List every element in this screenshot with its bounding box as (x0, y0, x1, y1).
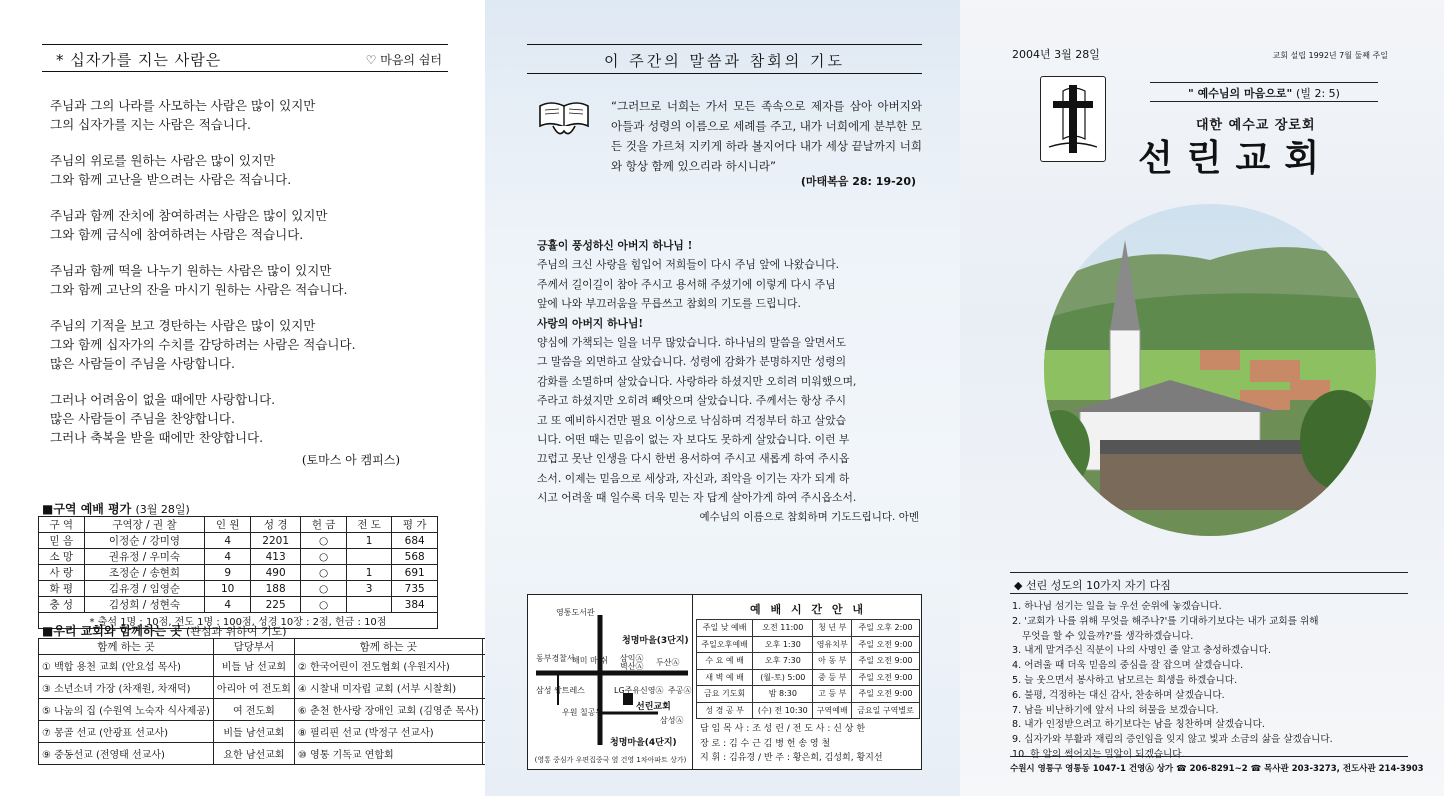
table-cell: ① 백합 용천 교회 (안요섭 목사) (39, 655, 214, 677)
table-cell: 490 (250, 565, 300, 581)
map-label: 신영Ⓐ (640, 686, 664, 695)
table-row (39, 549, 438, 565)
bible-hands-icon (537, 96, 591, 138)
table-cell: 691 (392, 565, 438, 581)
table-cell: ⑥ 춘천 한사랑 장애인 교회 (김영준 목사) (294, 699, 482, 721)
table-cell: 비들 남선교회 (213, 721, 294, 743)
rule-item: 6. 불평, 걱정하는 대신 감사, 찬송하며 살겠습니다. (1012, 689, 1225, 701)
schedule-table (696, 619, 920, 719)
rule-item: 9. 십자가와 부활과 재림의 증인임을 잊지 않고 빛과 소금의 삶을 살겠습니다. (1012, 734, 1333, 746)
rule-item: 4. 어려울 때 더욱 믿음의 중심을 잘 잡으며 살겠습니다. (1012, 660, 1244, 672)
schedule-title: 예 배 시 간 안 내 (750, 603, 866, 616)
table-header: 성 경 (250, 517, 300, 533)
table-cell: 사 랑 (39, 565, 85, 581)
poem-line: 그와 함께 십자가의 수치를 감당하려는 사람은 적습니다. (50, 337, 356, 352)
map-label: 주공Ⓐ (668, 686, 692, 695)
verse-reference: (마태복음 28: 19-20) (800, 175, 916, 188)
table-header: 평 가 (392, 517, 438, 533)
table-cell: 권유정 / 우미숙 (84, 549, 205, 565)
table-cell (346, 597, 392, 613)
location-map (528, 595, 693, 769)
denomination: 대한 예수교 장로회 (1196, 118, 1316, 133)
table-header: 구역장 / 권 찰 (84, 517, 205, 533)
prayer-line: 긍휼이 풍성하신 아버지 하나님 ! (537, 239, 693, 252)
prayer-line: 시고 어려울 때 일수록 더욱 믿는 자 답게 살아가게 하여 주시옵소서. (537, 491, 857, 505)
table-header: 함께 하는 곳 (39, 639, 214, 655)
staff-line: 담 임 목 사 : 조 성 린 / 전 도 사 : 신 상 한 (700, 724, 866, 734)
table-cell: 3 (346, 581, 392, 597)
table-cell: (월-토) 5:00 (753, 669, 813, 686)
table-cell: 중 등 부 (813, 669, 852, 686)
table-cell: 1 (346, 533, 392, 549)
mission-subtitle: (관심과 위하여 기도) (185, 625, 287, 638)
table-header-row (39, 517, 438, 533)
table-cell: ② 한국어린이 전도협회 (우원지사) (294, 655, 482, 677)
table-header: 구 역 (39, 517, 85, 533)
bulletin-date: 2004년 3월 28일 (1012, 48, 1100, 61)
table-cell: (수) 전 10:30 (753, 702, 813, 719)
table-row (39, 533, 438, 549)
table-header: 함께 하는 곳 (294, 639, 482, 655)
table-cell: 여 전도회 (213, 699, 294, 721)
table-cell: 주일오후예배 (697, 636, 753, 653)
map-label: 삼익Ⓐ (620, 654, 644, 663)
table-cell: 384 (392, 597, 438, 613)
table-cell: 225 (250, 597, 300, 613)
prayer-line: 주라고 하셨지만 오히려 빼앗으며 살았습니다. 주께서는 항상 주시 (537, 394, 847, 408)
table-cell: 고 등 부 (813, 686, 852, 703)
table-cell: 밤 8:30 (753, 686, 813, 703)
table-cell: 4 (205, 533, 251, 549)
table-cell: 주일 오후 2:00 (852, 620, 920, 637)
poem-line: 주님의 기적을 보고 경탄하는 사람은 많이 있지만 (50, 318, 316, 333)
verse-text: “그러므로 너희는 가서 모든 족속으로 제자를 삼아 아버지와 아들과 성령의 이름으로 세례를 주고, 내가 너희에게 분부한 모든 것을 가르쳐 지키게 하라 볼지어다 내가 세상 끝날까지 너희와 항상 함께 있으리라 하시니라” (611, 99, 922, 173)
poem-line: 그와 함께 금식에 참여하려는 사람은 적습니다. (50, 227, 304, 242)
table-cell: 조정순 / 송현희 (84, 565, 205, 581)
prayer-line: 고 또 예비하시건만 필요 이상으로 낙심하며 걱정부터 하고 살았습 (537, 413, 847, 427)
table-header: 헌 금 (301, 517, 347, 533)
poem-line: 그와 함께 고난을 받으려는 사람은 적습니다. (50, 172, 292, 187)
table-cell (346, 549, 392, 565)
map-label: 동부경찰서 (536, 654, 575, 663)
table-cell: 주일 오전 9:00 (852, 636, 920, 653)
table-row (697, 636, 920, 653)
eval-table (38, 516, 438, 629)
table-cell: 684 (392, 533, 438, 549)
prayer-line: 앞에 나와 부끄러움을 무릅쓰고 참회의 기도를 드립니다. (537, 297, 801, 311)
poem-line: 주님의 위로를 원하는 사람은 많이 있지만 (50, 153, 276, 168)
table-cell: 화 평 (39, 581, 85, 597)
map-label: 벽산Ⓐ (620, 662, 644, 671)
rule-item: 5. 늘 웃으면서 봉사하고 남모르는 희생을 하겠습니다. (1012, 674, 1238, 686)
table-header: 인 원 (205, 517, 251, 533)
prayer-line: 감화를 소멸하며 살았습니다. 사랑하라 하셨지만 오히려 미워했으며, (537, 374, 857, 388)
table-cell: 성 경 공 부 (697, 702, 753, 719)
poem-line: 주님과 함께 잔치에 참여하려는 사람은 많이 있지만 (50, 208, 328, 223)
establishment-note: 교회 설립 1992년 7월 둘째 주일 (1272, 51, 1388, 60)
table-cell: 오후 7:30 (753, 653, 813, 670)
poem-line: 많은 사람들이 주님을 찬양합니다. (50, 411, 235, 426)
table-cell: 735 (392, 581, 438, 597)
table-cell: 오전 11:00 (753, 620, 813, 637)
info-box (527, 594, 922, 770)
table-cell: 주일 오전 9:00 (852, 686, 920, 703)
rules-header: ◆ 선린 성도의 10가지 자기 다짐 (1010, 572, 1408, 594)
table-cell: ○ (301, 597, 347, 613)
eval-title: ■구역 예배 평가 (3월 28일) (42, 502, 190, 516)
staff-line: 지 휘 : 김유경 / 반 주 : 황은희, 김성희, 황지선 (700, 753, 883, 763)
table-cell: 4 (205, 549, 251, 565)
table-cell: ⑤ 나눔의 집 (수원역 노숙자 식사제공) (39, 699, 214, 721)
map-label: 해미 마 쉬 (572, 656, 608, 665)
church-name: 선린교회 (1138, 137, 1334, 179)
church-address: 수원시 영통구 영통동 1047-1 건영Ⓐ 상가 ☎ 206-8291~2 ☎ 목사관 203-3273, 전도사관 214-3903 (1010, 756, 1408, 774)
table-cell: ○ (301, 533, 347, 549)
table-cell: 김유경 / 임영순 (84, 581, 205, 597)
table-row (39, 597, 438, 613)
table-cell: ⑧ 필리핀 선교 (박정구 선교사) (294, 721, 482, 743)
prayer-line: 소서. 이제는 믿음으로 세상과, 자신과, 죄악을 이기는 자가 되게 하 (537, 471, 850, 485)
eval-note: * 출석 1명 : 10점, 전도 1명 : 100점, 성경 10장 : 2점, 헌금 : 10점 (39, 613, 438, 629)
left-panel (0, 0, 485, 796)
table-cell: 김성희 / 성현숙 (84, 597, 205, 613)
staff-line: 장 로 : 김 수 근 김 병 헌 송 영 철 (700, 738, 831, 749)
prayer-closing: 예수님의 이름으로 참회하며 기도드립니다. 아멘 (699, 510, 919, 523)
table-cell: 금요 기도회 (697, 686, 753, 703)
table-cell: ⑦ 몽골 선교 (안광표 선교사) (39, 721, 214, 743)
map-label: 삼성Ⓐ (660, 716, 684, 725)
prayer-line: 양심에 가책되는 일을 너무 많았습니다. 하나님의 말씀을 알면서도 (537, 336, 847, 350)
map-caption: (영통 중심가 우편집중국 옆 건영 1차아파트 상가) (534, 756, 687, 764)
table-cell: 구역예배 (813, 702, 852, 719)
church-logo (1040, 76, 1106, 162)
table-row (697, 620, 920, 637)
table-cell: 충 성 (39, 597, 85, 613)
table-cell: ⑩ 영통 기독교 연합회 (294, 743, 482, 765)
prayer-line: 사랑의 아버지 하나님! (537, 316, 644, 330)
table-cell: 9 (205, 565, 251, 581)
table-cell: 아 동 부 (813, 653, 852, 670)
prayer-line: 그 말씀을 외면하고 살았습니다. 성령에 감화가 분명하지만 성령의 (537, 355, 847, 369)
verse-block (537, 96, 922, 188)
prayer-line: 니다. 어떤 때는 믿음이 없는 자 보다도 못하게 살았습니다. 이런 부 (537, 433, 850, 447)
rule-item: 10. 한 알의 썩어지는 밀알이 되겠습니다. (1012, 748, 1185, 760)
table-cell: ④ 시찰내 미자립 교회 (서부 시찰회) (294, 677, 482, 699)
table-row (39, 565, 438, 581)
worship-schedule (696, 597, 920, 766)
church-photo (1040, 200, 1380, 540)
column-label: ♡ 마음의 쉼터 (365, 53, 442, 67)
word-header: 이 주간의 말씀과 참회의 기도 (527, 44, 922, 74)
rule-item: 무엇을 할 수 있을까?'를 생각하겠습니다. (1022, 630, 1194, 642)
right-panel (960, 0, 1444, 796)
table-row (697, 669, 920, 686)
mission-title: ■우리 교회와 함께하는 곳 (관심과 위하여 기도) (42, 624, 287, 638)
table-cell: 소 망 (39, 549, 85, 565)
meditation-title: * 십자가를 지는 사람은 (56, 51, 222, 69)
table-cell: 청 년 부 (813, 620, 852, 637)
table-cell: 믿 음 (39, 533, 85, 549)
poem-author: (토마스 아 켐피스) (301, 453, 400, 467)
table-cell: 2201 (250, 533, 300, 549)
table-cell: ⑨ 중동선교 (전영태 선교사) (39, 743, 214, 765)
table-cell: 주일 오전 9:00 (852, 669, 920, 686)
rule-item: 7. 남을 비난하기에 앞서 나의 허물을 보겠습니다. (1012, 704, 1219, 716)
meditation-header (42, 44, 448, 72)
table-row (697, 702, 920, 719)
poem-line: 그러나 어려움이 없을 때에만 사랑합니다. (50, 392, 276, 407)
table-cell: 10 (205, 581, 251, 597)
map-label: 청명마을(3단지) (622, 636, 689, 646)
map-label: 삼성 쌍트레스 (536, 686, 585, 695)
table-cell: 비들 남 선교회 (213, 655, 294, 677)
rule-item: 8. 내가 인정받으려고 하기보다는 남을 칭찬하며 살겠습니다. (1012, 719, 1265, 731)
poem-line: 주님과 그의 나라를 사모하는 사람은 많이 있지만 (50, 98, 316, 113)
cross-icon (1041, 77, 1105, 161)
rules-list (1012, 600, 1402, 763)
table-cell: 금요일 구역별로 (852, 702, 920, 719)
map-label: 두산Ⓐ (656, 658, 680, 667)
table-row (39, 581, 438, 597)
map-label: 청명마을(4단지) (610, 738, 677, 748)
table-cell: ○ (301, 581, 347, 597)
map-label: 영통도서관 (556, 608, 595, 617)
middle-panel (485, 0, 960, 796)
prayer (537, 236, 919, 527)
table-header: 전 도 (346, 517, 392, 533)
table-cell: 568 (392, 549, 438, 565)
table-cell: ○ (301, 549, 347, 565)
table-cell: 주일 낮 예배 (697, 620, 753, 637)
rule-item: 1. 하나님 섬기는 일을 늘 우선 순위에 놓겠습니다. (1012, 601, 1222, 612)
table-header: 담당부서 (213, 639, 294, 655)
table-cell: 주일 오전 9:00 (852, 653, 920, 670)
table-cell: 아리아 여 전도회 (213, 677, 294, 699)
table-cell: 오후 1:30 (753, 636, 813, 653)
prayer-line: 끄럽고 못난 인생을 다시 한번 용서하여 주시고 새롭게 하여 주시옵 (537, 452, 850, 466)
table-cell: 영유치부 (813, 636, 852, 653)
table-cell: 새 벽 예 배 (697, 669, 753, 686)
eval-date: (3월 28일) (135, 503, 190, 516)
map-label: 우원 칠공원 (562, 708, 604, 717)
table-cell: ③ 소년소녀 가장 (차재원, 차재덕) (39, 677, 214, 699)
poem-line: 그와 함께 고난의 잔을 마시기 원하는 사람은 적습니다. (50, 282, 348, 297)
poem-line: 그러나 축복을 받을 때에만 찬양합니다. (50, 430, 264, 445)
motto: " 예수님의 마음으로" (빌 2: 5) (1150, 82, 1378, 102)
rule-item: 3. 내게 맡겨주신 직분이 나의 사명인 줄 알고 충성하겠습니다. (1012, 645, 1272, 657)
poem-line: 많은 사람들이 주님을 사랑합니다. (50, 356, 235, 371)
poem (50, 96, 440, 470)
staff-list (696, 722, 920, 766)
prayer-line: 주께서 길이길이 참아 주시고 용서해 주셨기에 이렇게 다시 주님 (537, 277, 836, 291)
table-cell: 이정순 / 강미영 (84, 533, 205, 549)
map-label: LG주유 (614, 686, 641, 695)
table-cell: 188 (250, 581, 300, 597)
prayer-line: 주님의 크신 사랑을 힘입어 저희들이 다시 주님 앞에 나왔습니다. (537, 258, 840, 272)
table-cell: 4 (205, 597, 251, 613)
motto-reference: (빌 2: 5) (1296, 87, 1340, 100)
poem-line: 주님과 함께 떡을 나누기 원하는 사람은 많이 있지만 (50, 263, 332, 278)
table-cell: ○ (301, 565, 347, 581)
table-cell: 수 요 예 배 (697, 653, 753, 670)
table-cell: 1 (346, 565, 392, 581)
table-row (697, 653, 920, 670)
map-church-label: 선린교회 (636, 702, 671, 712)
table-row (697, 686, 920, 703)
rule-item: 2. '교회가 나를 위해 무엇을 해주나?'를 기대하기보다는 내가 교회를 위해 (1012, 615, 1319, 627)
table-cell: 413 (250, 549, 300, 565)
poem-line: 그의 십자가를 지는 사람은 적습니다. (50, 117, 251, 132)
table-cell: 요한 남선교회 (213, 743, 294, 765)
